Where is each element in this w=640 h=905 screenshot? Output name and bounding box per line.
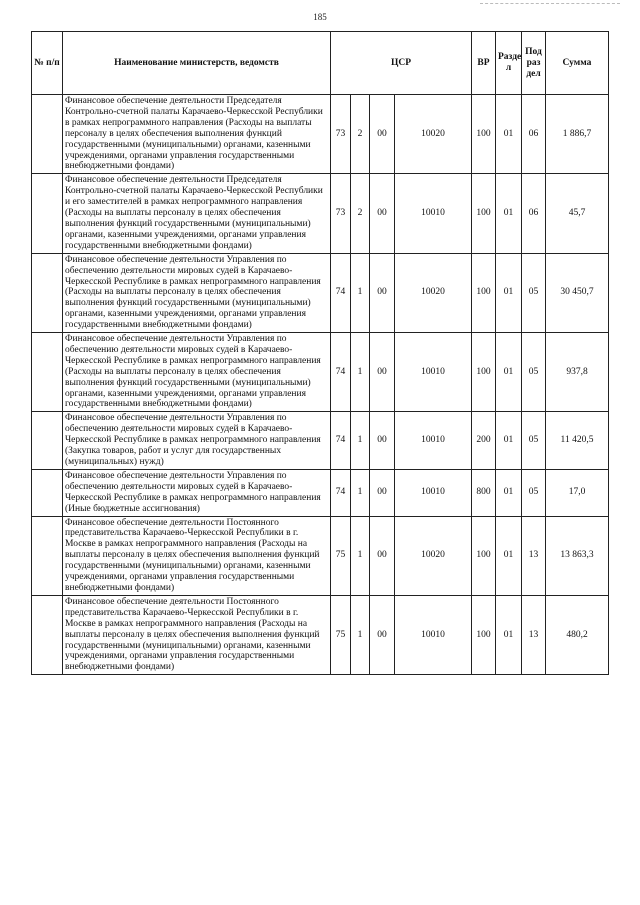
subsection-cell: 05: [522, 469, 546, 516]
row-index-cell: [32, 333, 63, 412]
csr-part-3-cell: 00: [370, 174, 395, 253]
header-sum: Сумма: [546, 32, 609, 95]
section-cell: 01: [496, 174, 522, 253]
sum-cell: 30 450,7: [546, 253, 609, 332]
vr-cell: 100: [472, 516, 496, 595]
vr-cell: 100: [472, 595, 496, 674]
sum-cell: 13 863,3: [546, 516, 609, 595]
csr-part-1-cell: 75: [331, 595, 351, 674]
vr-cell: 200: [472, 412, 496, 470]
row-name-cell: Финансовое обеспечение деятельности Председателя Контрольно-счетной палаты Карачаево-Черкесской Республики и его заместителей в рамках непрограммного направления (Расходы на выплаты персоналу в целях обеспечения выполнения функций государственными (муниципальными) органами, казенными учреждениями, органами управления государственными внебюджетными фондами): [63, 174, 331, 253]
section-cell: 01: [496, 95, 522, 174]
row-name-cell: Финансовое обеспечение деятельности Постоянного представительства Карачаево-Черкесской Республики в г. Москве в рамках непрограммного направления (Расходы на выплаты персоналу в целях обеспечения выполнения функций государственными (муниципальными) органами, казенными учреждениями, органами управления государственными внебюджетными фондами): [63, 516, 331, 595]
section-cell: 01: [496, 412, 522, 470]
csr-part-1-cell: 74: [331, 253, 351, 332]
table-row: [32, 412, 609, 470]
header-row: [32, 32, 609, 95]
row-name-cell: Финансовое обеспечение деятельности Управления по обеспечению деятельности мировых судей в Карачаево-Черкесской Республике в рамках непрограммного направления (Расходы на выплаты персоналу в целях обеспечения выполнения функций государственными (муниципальными) органами, казенными учреждениями, органами управления государственными внебюджетными фондами): [63, 333, 331, 412]
csr-part-1-cell: 74: [331, 333, 351, 412]
row-index-cell: [32, 595, 63, 674]
header-csr: ЦСР: [331, 32, 472, 95]
table-row: [32, 595, 609, 674]
csr-part-2-cell: 1: [351, 469, 370, 516]
table-row: [32, 95, 609, 174]
section-cell: 01: [496, 333, 522, 412]
scan-artifact-line: [480, 3, 620, 4]
csr-part-3-cell: 00: [370, 412, 395, 470]
subsection-cell: 06: [522, 95, 546, 174]
row-name-cell: Финансовое обеспечение деятельности Управления по обеспечению деятельности мировых судей в Карачаево-Черкесской Республике в рамках непрограммного направления (Иные бюджетные ассигнования): [63, 469, 331, 516]
header-index: № п/п: [32, 32, 63, 95]
row-name-cell: Финансовое обеспечение деятельности Управления по обеспечению деятельности мировых судей в Карачаево-Черкесской Республике в рамках непрограммного направления (Расходы на выплаты персоналу в целях обеспечения выполнения функций государственными (муниципальными) органами, казенными учреждениями, органами управления государственными внебюджетными фондами): [63, 253, 331, 332]
subsection-cell: 05: [522, 253, 546, 332]
csr-part-3-cell: 00: [370, 595, 395, 674]
csr-part-3-cell: 00: [370, 469, 395, 516]
vr-cell: 100: [472, 174, 496, 253]
sum-cell: 45,7: [546, 174, 609, 253]
section-cell: 01: [496, 595, 522, 674]
csr-part-2-cell: 2: [351, 174, 370, 253]
csr-part-2-cell: 1: [351, 253, 370, 332]
subsection-cell: 05: [522, 333, 546, 412]
csr-part-1-cell: 74: [331, 412, 351, 470]
section-cell: 01: [496, 253, 522, 332]
row-index-cell: [32, 95, 63, 174]
sum-cell: 11 420,5: [546, 412, 609, 470]
section-cell: 01: [496, 516, 522, 595]
csr-part-3-cell: 00: [370, 253, 395, 332]
csr-part-2-cell: 2: [351, 95, 370, 174]
table-row: [32, 333, 609, 412]
csr-part-3-cell: 00: [370, 516, 395, 595]
row-index-cell: [32, 469, 63, 516]
header-name: Наименование министерств, ведомств: [63, 32, 331, 95]
row-index-cell: [32, 412, 63, 470]
row-index-cell: [32, 174, 63, 253]
vr-cell: 100: [472, 333, 496, 412]
subsection-cell: 06: [522, 174, 546, 253]
subsection-cell: 13: [522, 595, 546, 674]
csr-part-2-cell: 1: [351, 595, 370, 674]
header-section: Разде л: [496, 32, 522, 95]
csr-part-1-cell: 75: [331, 516, 351, 595]
csr-part-4-cell: 10020: [395, 516, 472, 595]
subsection-cell: 13: [522, 516, 546, 595]
table-row: [32, 516, 609, 595]
row-index-cell: [32, 516, 63, 595]
csr-part-2-cell: 1: [351, 516, 370, 595]
budget-table: [31, 31, 609, 675]
csr-part-1-cell: 73: [331, 95, 351, 174]
sum-cell: 480,2: [546, 595, 609, 674]
header-vr: ВР: [472, 32, 496, 95]
csr-part-4-cell: 10020: [395, 95, 472, 174]
row-index-cell: [32, 253, 63, 332]
csr-part-2-cell: 1: [351, 412, 370, 470]
vr-cell: 100: [472, 95, 496, 174]
csr-part-3-cell: 00: [370, 95, 395, 174]
row-name-cell: Финансовое обеспечение деятельности Председателя Контрольно-счетной палаты Карачаево-Черкесской Республики в рамках непрограммного направления (Расходы на выплаты персоналу в целях обеспечения выполнения функций государственными (муниципальными) органами, казенными учреждениями, органами управления государственными внебюджетными фондами): [63, 95, 331, 174]
page-number: 185: [313, 12, 327, 22]
table-row: [32, 469, 609, 516]
csr-part-1-cell: 74: [331, 469, 351, 516]
sum-cell: 937,8: [546, 333, 609, 412]
csr-part-4-cell: 10010: [395, 174, 472, 253]
table-row: [32, 253, 609, 332]
csr-part-4-cell: 10010: [395, 595, 472, 674]
row-name-cell: Финансовое обеспечение деятельности Постоянного представительства Карачаево-Черкесской Республики в г. Москве в рамках непрограммного направления (Расходы на выплаты персоналу в целях обеспечения выполнения функций государственными (муниципальными) органами, казенными учреждениями, органами управления государственными внебюджетными фондами): [63, 595, 331, 674]
header-subsection: Под раз дел: [522, 32, 546, 95]
sum-cell: 17,0: [546, 469, 609, 516]
csr-part-4-cell: 10010: [395, 333, 472, 412]
row-name-cell: Финансовое обеспечение деятельности Управления по обеспечению деятельности мировых судей в Карачаево-Черкесской Республике в рамках непрограммного направления (Закупка товаров, работ и услуг для государственных (муниципальных) нужд): [63, 412, 331, 470]
subsection-cell: 05: [522, 412, 546, 470]
csr-part-4-cell: 10020: [395, 253, 472, 332]
csr-part-2-cell: 1: [351, 333, 370, 412]
csr-part-4-cell: 10010: [395, 412, 472, 470]
sum-cell: 1 886,7: [546, 95, 609, 174]
csr-part-3-cell: 00: [370, 333, 395, 412]
csr-part-1-cell: 73: [331, 174, 351, 253]
section-cell: 01: [496, 469, 522, 516]
table-body: [32, 95, 609, 675]
vr-cell: 100: [472, 253, 496, 332]
vr-cell: 800: [472, 469, 496, 516]
csr-part-4-cell: 10010: [395, 469, 472, 516]
table-row: [32, 174, 609, 253]
